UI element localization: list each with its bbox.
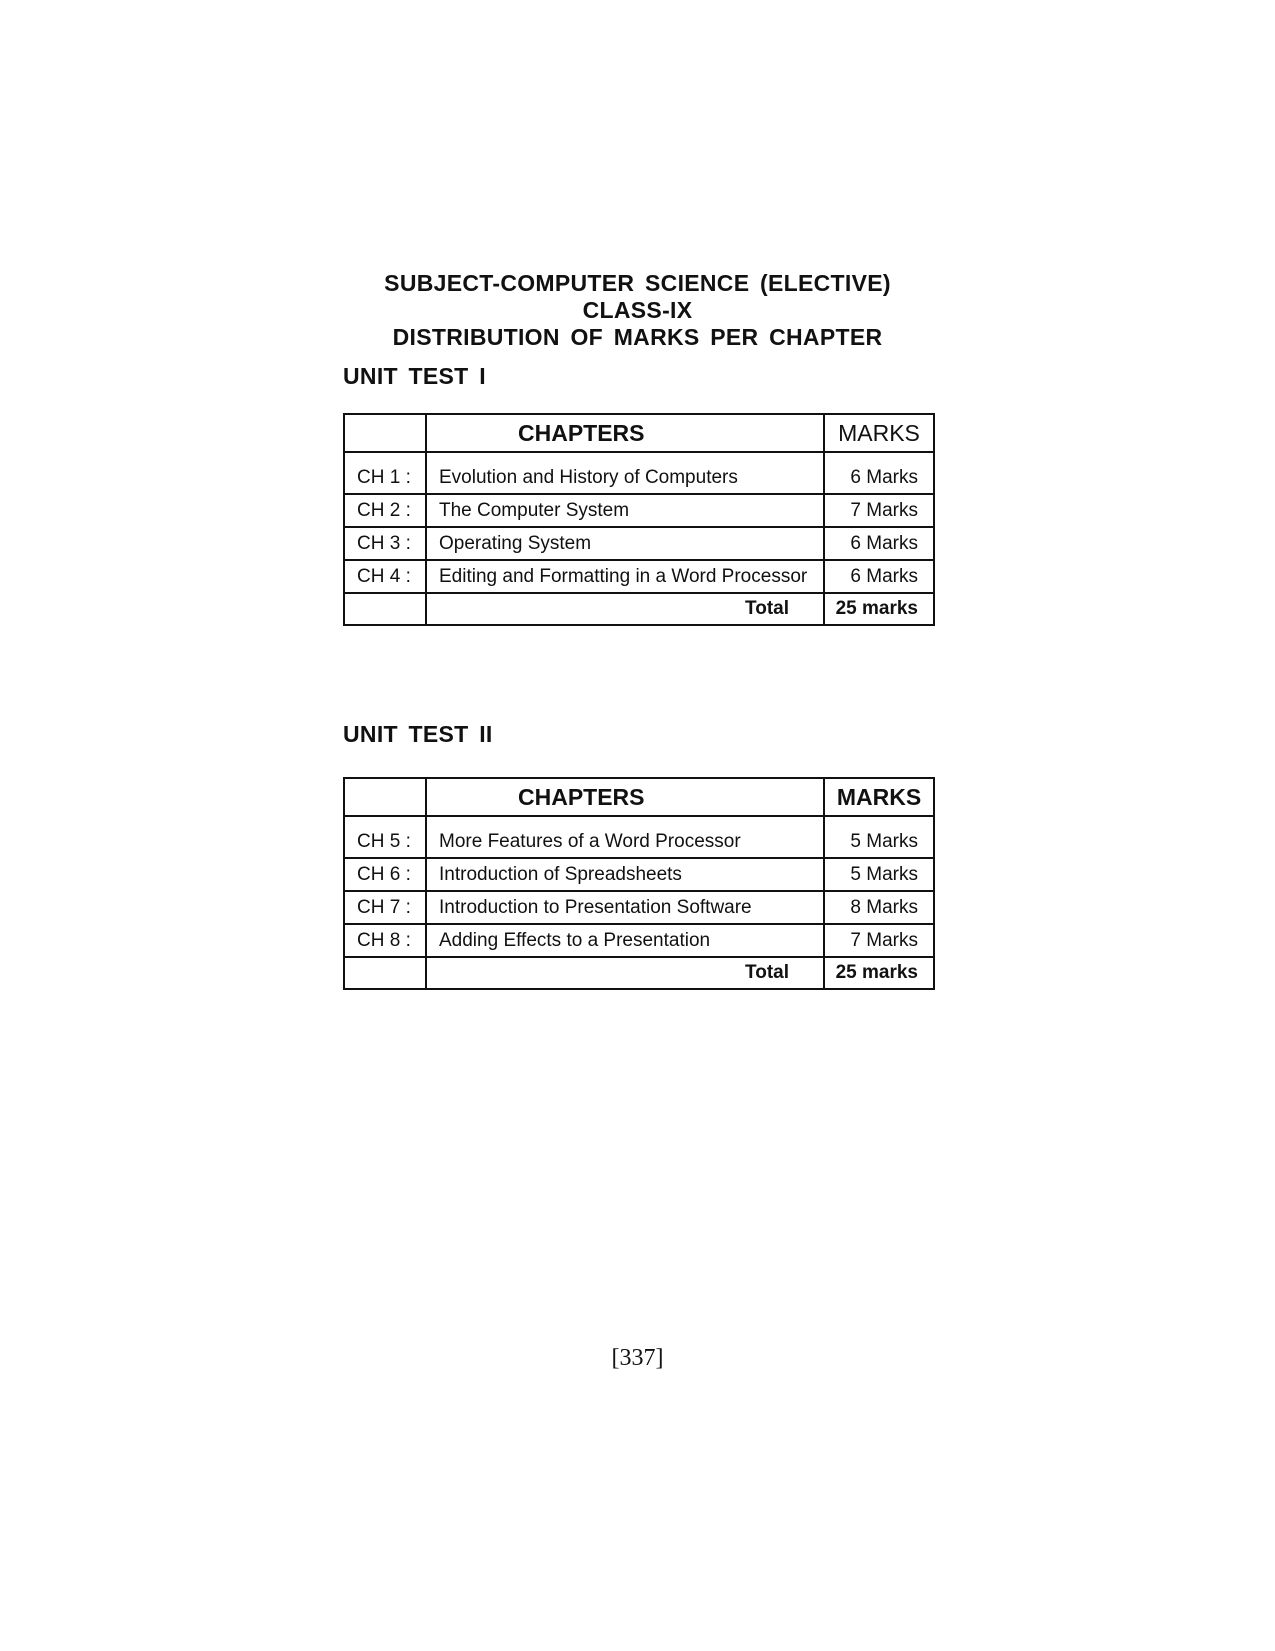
- table-row: [344, 494, 934, 527]
- table-row: [344, 527, 934, 560]
- chapter-name: Introduction to Presentation Software: [426, 891, 824, 924]
- chapter-marks: 8 Marks: [824, 891, 934, 924]
- total-value: 25 marks: [824, 957, 934, 989]
- document-heading: [0, 270, 1275, 351]
- table-row: [344, 816, 934, 858]
- chapter-number: CH 5 :: [344, 816, 426, 858]
- table-header-row: [344, 778, 934, 816]
- total-blank-cell: [344, 957, 426, 989]
- chapter-name: Operating System: [426, 527, 824, 560]
- total-row: [344, 593, 934, 625]
- header-blank-cell: [344, 414, 426, 452]
- chapter-number: CH 3 :: [344, 527, 426, 560]
- table-header-row: [344, 414, 934, 452]
- distribution-title: DISTRIBUTION OF MARKS PER CHAPTER: [392, 324, 883, 350]
- chapter-marks: 6 Marks: [824, 527, 934, 560]
- total-value: 25 marks: [824, 593, 934, 625]
- chapter-marks: 5 Marks: [824, 816, 934, 858]
- chapter-name: Adding Effects to a Presentation: [426, 924, 824, 957]
- chapter-number: CH 2 :: [344, 494, 426, 527]
- chapter-marks: 5 Marks: [824, 858, 934, 891]
- chapter-marks: 6 Marks: [824, 560, 934, 593]
- subject-title: SUBJECT-COMPUTER SCIENCE (ELECTIVE): [384, 270, 891, 296]
- chapter-number: CH 4 :: [344, 560, 426, 593]
- chapter-number: CH 6 :: [344, 858, 426, 891]
- unit-test-1-table: [343, 413, 935, 626]
- chapter-name: Introduction of Spreadsheets: [426, 858, 824, 891]
- class-title: CLASS-IX: [582, 297, 693, 323]
- chapter-marks: 7 Marks: [824, 924, 934, 957]
- unit-test-1-title: UNIT TEST I: [343, 363, 486, 389]
- chapter-marks: 7 Marks: [824, 494, 934, 527]
- chapter-name: The Computer System: [426, 494, 824, 527]
- table-row: [344, 858, 934, 891]
- table-row: [344, 924, 934, 957]
- table-row: [344, 560, 934, 593]
- table-row: [344, 452, 934, 494]
- marks-header: MARKS: [824, 778, 934, 816]
- chapter-name: Editing and Formatting in a Word Processor: [426, 560, 824, 593]
- header-blank-cell: [344, 778, 426, 816]
- total-blank-cell: [344, 593, 426, 625]
- marks-header: MARKS: [824, 414, 934, 452]
- chapter-name: More Features of a Word Processor: [426, 816, 824, 858]
- page-number: [337]: [611, 1345, 664, 1371]
- chapter-number: CH 8 :: [344, 924, 426, 957]
- total-label: Total: [426, 957, 824, 989]
- unit-test-2-title: UNIT TEST II: [343, 721, 493, 747]
- total-label: Total: [426, 593, 824, 625]
- chapter-number: CH 7 :: [344, 891, 426, 924]
- chapter-number: CH 1 :: [344, 452, 426, 494]
- table-row: [344, 891, 934, 924]
- unit-test-2-table: [343, 777, 935, 990]
- chapters-header: CHAPTERS: [426, 778, 824, 816]
- total-row: [344, 957, 934, 989]
- chapter-name: Evolution and History of Computers: [426, 452, 824, 494]
- chapter-marks: 6 Marks: [824, 452, 934, 494]
- chapters-header: CHAPTERS: [426, 414, 824, 452]
